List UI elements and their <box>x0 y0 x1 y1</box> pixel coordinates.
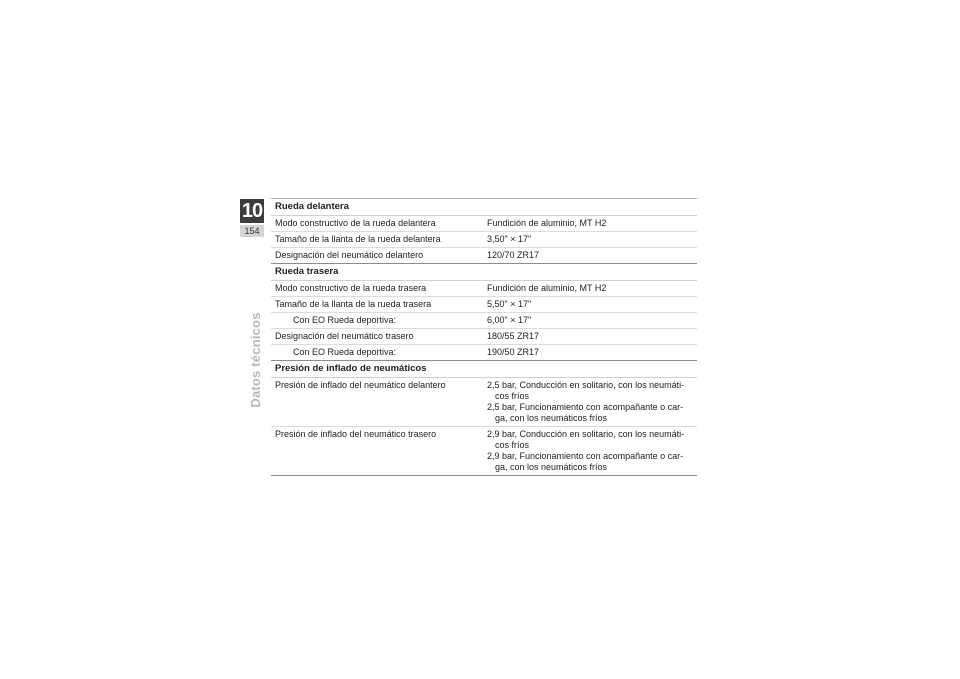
value-line: ga, con los neumáticos fríos <box>495 462 608 472</box>
table-row <box>271 378 697 427</box>
row-value-multiline <box>487 429 697 473</box>
chapter-title-text: Datos técnicos <box>248 312 263 408</box>
row-value: 180/55 ZR17 <box>487 331 540 341</box>
section-heading-rear-wheel: Rueda trasera <box>271 264 697 281</box>
row-label: Modo constructivo de la rueda trasera <box>275 283 427 293</box>
table-row <box>271 297 697 313</box>
value-line: 2,5 bar, Conducción en solitario, con los neumáti- <box>487 380 685 390</box>
row-value: 190/50 ZR17 <box>487 347 540 357</box>
table-row <box>271 216 697 232</box>
value-line: 2,9 bar, Funcionamiento con acompañante o car- <box>487 451 684 461</box>
value-line: cos fríos <box>495 440 530 450</box>
row-label: Presión de inflado del neumático trasero <box>275 429 437 439</box>
value-line: 2,9 bar, Conducción en solitario, con los neumáti- <box>487 429 685 439</box>
table-row <box>271 345 697 361</box>
row-value: 3,50" × 17" <box>487 234 532 244</box>
row-label: Designación del neumático trasero <box>275 331 414 341</box>
value-line: 2,5 bar, Funcionamiento con acompañante o car- <box>487 402 684 412</box>
row-label: Designación del neumático delantero <box>275 250 424 260</box>
page-number: 154 <box>240 225 264 237</box>
table-row <box>271 232 697 248</box>
row-label-sub: Con EO Rueda deportiva: <box>293 315 397 325</box>
table-row <box>271 329 697 345</box>
section-heading-tire-pressure: Presión de inflado de neumáticos <box>271 361 697 378</box>
value-line: ga, con los neumáticos fríos <box>495 413 608 423</box>
row-value: 120/70 ZR17 <box>487 250 540 260</box>
table-row <box>271 281 697 297</box>
table-row <box>271 427 697 476</box>
row-label: Presión de inflado del neumático delantero <box>275 380 446 390</box>
row-value: Fundición de aluminio, MT H2 <box>487 283 607 293</box>
row-label: Tamaño de la llanta de la rueda trasera <box>275 299 432 309</box>
table-row <box>271 248 697 264</box>
row-value: 5,50" × 17" <box>487 299 532 309</box>
spec-table <box>271 198 697 476</box>
row-value-multiline <box>487 380 697 424</box>
table-row <box>271 313 697 329</box>
value-line: cos fríos <box>495 391 530 401</box>
chapter-number-badge: 10 <box>241 200 263 222</box>
row-label-sub: Con EO Rueda deportiva: <box>293 347 397 357</box>
section-heading-front-wheel: Rueda delantera <box>271 199 697 216</box>
row-value: Fundición de aluminio, MT H2 <box>487 218 607 228</box>
row-value: 6,00" × 17" <box>487 315 532 325</box>
row-label: Tamaño de la llanta de la rueda delantera <box>275 234 441 244</box>
row-label: Modo constructivo de la rueda delantera <box>275 218 436 228</box>
